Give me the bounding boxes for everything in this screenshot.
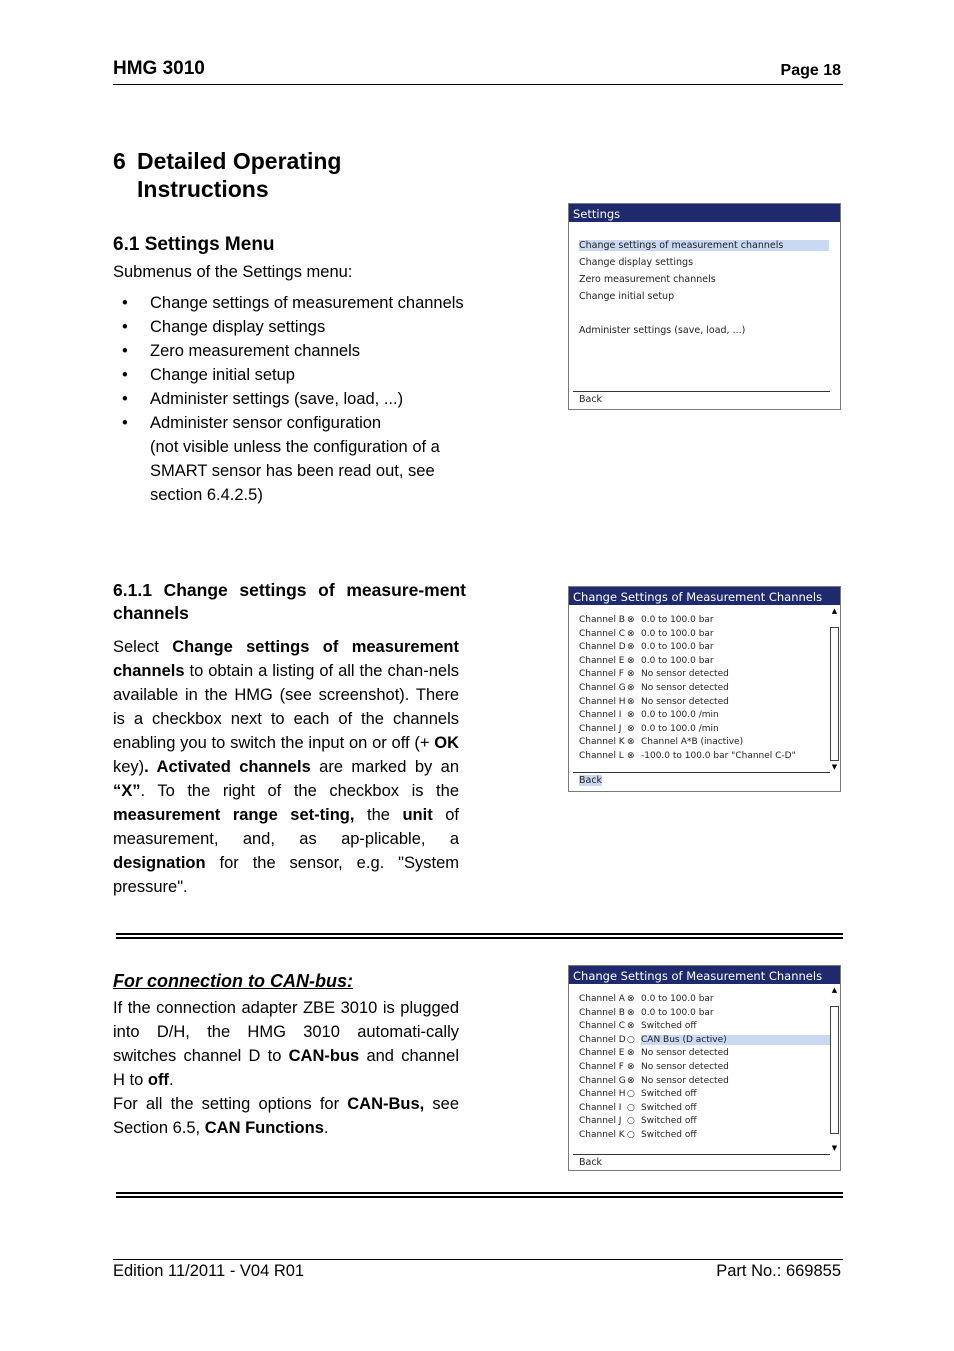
channel-range: Switched off [641, 1130, 697, 1140]
channel-checkbox[interactable]: ⊗ [627, 1048, 635, 1059]
channel-name: Channel C [579, 628, 626, 639]
channel-name: Channel D [579, 1034, 626, 1045]
list-item: • Zero measurement channels [113, 339, 467, 363]
channel-range: No sensor detected [641, 1048, 729, 1059]
settings-screenshot [568, 203, 841, 410]
double-rule-top [116, 933, 843, 939]
channel-range: CAN Bus (D active) [641, 1035, 837, 1045]
settings-intro: Submenus of the Settings menu: [113, 263, 353, 281]
menu-item-display-settings[interactable]: Change display settings [579, 257, 694, 268]
scroll-up-icon[interactable]: ▲ [831, 607, 838, 615]
channel-row[interactable] [579, 1008, 714, 1018]
channel-checkbox[interactable]: ⊗ [627, 723, 635, 734]
channel-checkbox[interactable]: ⊗ [627, 737, 635, 748]
channel-range: 0.0 to 100.0 /min [641, 723, 719, 734]
channel-range: 0.0 to 100.0 bar [641, 994, 714, 1004]
channel-checkbox[interactable]: ○ [627, 1130, 635, 1140]
channel-name: Channel B [579, 615, 625, 625]
channel-checkbox[interactable]: ⊗ [627, 655, 635, 666]
channel-name: Channel G [579, 683, 626, 693]
channel-range: 0.0 to 100.0 bar [641, 628, 714, 639]
scroll-down-icon[interactable]: ▼ [831, 1144, 838, 1152]
channel-name: Channel H [579, 1089, 626, 1100]
channel-range: No sensor detected [641, 683, 729, 693]
subsection-heading: 6.1 Settings Menu [113, 234, 275, 255]
edition-text: Edition 11/2011 - V04 R01 [113, 1262, 305, 1280]
channel-range: 0.0 to 100.0 bar [641, 655, 714, 666]
scrollbar-thumb[interactable] [830, 627, 839, 761]
channel-range: 0.0 to 100.0 bar [641, 1007, 714, 1018]
channel-row[interactable] [579, 1062, 729, 1072]
channel-name: Channel K [579, 1130, 625, 1140]
back-button[interactable]: Back [579, 1157, 603, 1168]
channel-row[interactable] [579, 724, 719, 734]
section-title-line2: Instructions [137, 176, 269, 202]
list-item: • Administer sensor configuration [113, 411, 467, 435]
channel-checkbox[interactable]: ⊗ [627, 628, 635, 639]
channel-name: Channel F [579, 669, 624, 680]
channel-name: Channel H [579, 696, 626, 707]
screen-title: Change Settings of Measurement Channels [569, 966, 840, 984]
channel-name: Channel I [579, 710, 622, 721]
channel-checkbox[interactable]: ⊗ [627, 1021, 635, 1032]
channel-range: Switched off [641, 1116, 697, 1127]
channel-checkbox[interactable]: ○ [627, 1034, 635, 1045]
section-heading [113, 147, 341, 203]
menu-item-initial-setup[interactable]: Change initial setup [579, 291, 675, 302]
header-rule [113, 84, 843, 85]
channel-range: No sensor detected [641, 1062, 729, 1072]
channel-range: 0.0 to 100.0 bar [641, 615, 714, 625]
screen-title: Settings [569, 204, 840, 222]
channel-range: -100.0 to 100.0 bar "Channel C-D" [641, 751, 796, 761]
channel-checkbox[interactable]: ○ [627, 1102, 635, 1113]
channel-row[interactable] [579, 1103, 697, 1113]
back-divider [573, 391, 830, 392]
channel-range: No sensor detected [641, 696, 729, 707]
section-title-line1: Detailed Operating [137, 148, 342, 174]
channel-range: Switched off [641, 1102, 697, 1113]
list-item: • Change initial setup [113, 363, 467, 387]
channel-row[interactable] [579, 1116, 697, 1126]
can-bus-heading: For connection to CAN-bus: [113, 971, 353, 991]
back-divider [573, 772, 830, 773]
list-item: • Administer settings (save, load, ...) [113, 387, 467, 411]
channel-checkbox[interactable]: ⊗ [627, 994, 635, 1004]
channel-row[interactable] [579, 697, 729, 707]
channel-checkbox[interactable]: ⊗ [627, 683, 635, 693]
channel-checkbox[interactable]: ⊗ [627, 751, 635, 761]
channel-row[interactable] [579, 1089, 697, 1099]
channel-range: Switched off [641, 1089, 697, 1100]
can-bus-paragraph: If the connection adapter ZBE 3010 is plugged into D/H, the HMG 3010 automati-cally switches channel D to CAN-bus and channel H to off. For all the setting options for CAN-Bus, see Section 6.5, CAN Functions. [113, 999, 459, 1137]
channel-range: Channel A*B (inactive) [641, 737, 744, 748]
channel-name: Channel L [579, 751, 624, 761]
channel-checkbox[interactable]: ○ [627, 1089, 635, 1100]
menu-item-change-channels[interactable]: Change settings of measurement channels [579, 240, 829, 251]
channel-checkbox[interactable]: ⊗ [627, 642, 635, 653]
channel-checkbox[interactable]: ○ [627, 1116, 635, 1127]
channel-checkbox[interactable]: ⊗ [627, 669, 635, 680]
channel-name: Channel E [579, 655, 625, 666]
can-channels-screenshot [568, 965, 841, 1171]
channel-name: Channel A [579, 994, 625, 1004]
channel-name: Channel B [579, 1007, 625, 1018]
scrollbar-thumb[interactable] [830, 1006, 839, 1134]
channel-name: Channel J [579, 1116, 622, 1127]
channels-paragraph: Select Change settings of measurement channels to obtain a listing of all the chan-nels available in the HMG (see screenshot). There is a checkbox next to each of the channels enabling you to switch the input on or off (+ OK key). Activated channels are marked by an “X”. To the right of the checkbox is the measurement range set-ting, the unit of measurement, and, as ap-plicable, a designation for the sensor, e.g. "System pressure". [113, 638, 459, 896]
channel-range: 0.0 to 100.0 /min [641, 710, 719, 721]
channel-checkbox[interactable]: ⊗ [627, 1007, 635, 1018]
channel-name: Channel D [579, 642, 626, 653]
list-note: (not visible unless the configuration of a SMART sensor has been read out, see section 6.4.2.5) [150, 438, 440, 504]
menu-item-administer-settings[interactable]: Administer settings (save, load, ...) [579, 325, 746, 336]
submenu-list [113, 291, 467, 507]
channel-row[interactable] [579, 1130, 697, 1140]
channel-name: Channel I [579, 1102, 622, 1113]
section-number: 6 [113, 148, 126, 174]
channel-row[interactable] [579, 669, 729, 679]
channel-name: Channel E [579, 1048, 625, 1059]
channel-row[interactable] [579, 1035, 837, 1045]
channel-checkbox[interactable]: ⊗ [627, 696, 635, 707]
channel-checkbox[interactable]: ⊗ [627, 710, 635, 721]
screen-title: Change Settings of Measurement Channels [569, 587, 840, 605]
channel-row[interactable] [579, 683, 729, 693]
footer-rule [113, 1259, 843, 1260]
channel-row[interactable] [579, 751, 796, 761]
channel-name: Channel F [579, 1062, 624, 1072]
scroll-up-icon[interactable]: ▲ [831, 986, 838, 994]
channel-range: Switched off [641, 1021, 697, 1032]
scroll-down-icon[interactable]: ▼ [831, 763, 838, 771]
subsubsection-heading: 6.1.1 Change settings of measure-ment channels [113, 580, 466, 623]
channels-screenshot [568, 586, 841, 792]
channel-checkbox[interactable]: ⊗ [627, 615, 635, 625]
channel-row[interactable] [579, 642, 714, 652]
channel-row[interactable] [579, 629, 714, 639]
channel-checkbox[interactable]: ⊗ [627, 1075, 635, 1086]
back-divider [573, 1154, 830, 1155]
channel-name: Channel C [579, 1021, 626, 1032]
channel-name: Channel J [579, 723, 622, 734]
channel-row[interactable] [579, 710, 719, 720]
list-item: • Change settings of measurement channels [113, 291, 467, 315]
channel-range: No sensor detected [641, 669, 729, 680]
list-item: • Change display settings [113, 315, 467, 339]
page-number: Page 18 [780, 62, 841, 79]
double-rule-bottom [116, 1192, 843, 1198]
back-button[interactable]: Back [579, 394, 603, 405]
channel-row[interactable] [579, 737, 743, 747]
channel-row[interactable] [579, 1048, 729, 1058]
part-number: Part No.: 669855 [716, 1262, 841, 1280]
menu-item-zero-channels[interactable]: Zero measurement channels [579, 274, 716, 285]
channel-checkbox[interactable]: ⊗ [627, 1062, 635, 1072]
channel-range: 0.0 to 100.0 bar [641, 642, 714, 653]
channel-row[interactable] [579, 656, 714, 666]
channel-row[interactable] [579, 615, 714, 625]
back-button[interactable]: Back [579, 775, 603, 786]
channel-name: Channel K [579, 737, 625, 748]
channel-name: Channel G [579, 1075, 626, 1086]
channel-row[interactable] [579, 1021, 697, 1031]
channel-row[interactable] [579, 1076, 729, 1086]
channel-range: No sensor detected [641, 1075, 729, 1086]
channel-row[interactable] [579, 994, 714, 1004]
document-title: HMG 3010 [113, 58, 205, 79]
